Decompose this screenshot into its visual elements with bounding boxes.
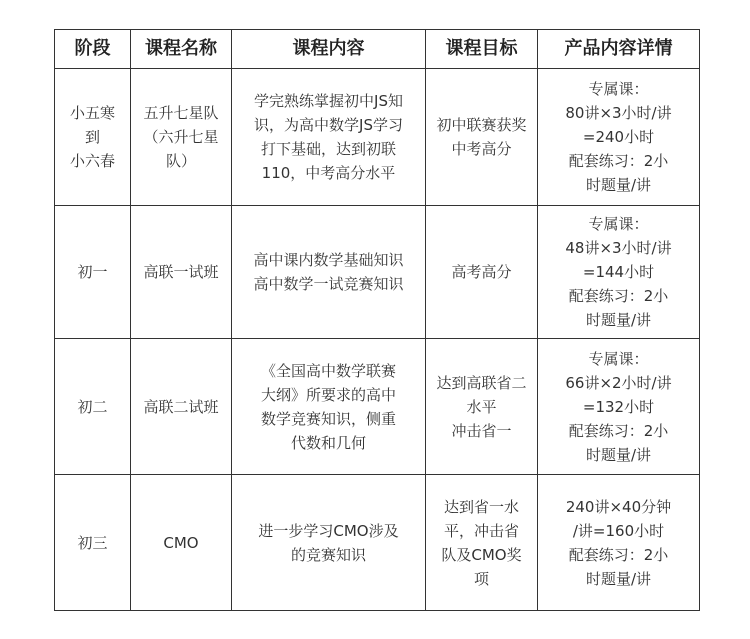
- stage-cell: [55, 69, 131, 206]
- product-detail-line: 配套练习：2小: [568, 287, 669, 305]
- course-name-line: 五升七星队: [143, 104, 219, 122]
- course-goal-line: 平，冲击省: [443, 521, 519, 540]
- course-content-line: 大纲》所要求的高中: [260, 385, 396, 404]
- course-name-line: 高联二试班: [143, 397, 219, 416]
- stage-cell: [55, 339, 131, 475]
- course-content-cell: [232, 339, 426, 475]
- product-detail-line: 配套练习：2小: [568, 421, 669, 440]
- stage-line: 初三: [77, 533, 108, 552]
- table-row: [55, 339, 700, 475]
- stage-cell: [55, 206, 131, 339]
- course-content-line: 的竞赛知识: [290, 545, 366, 564]
- course-goal-cell: [426, 475, 538, 611]
- course-goal-line: 达到省一水: [443, 497, 519, 516]
- product-detail-line: 80讲×3小时/讲: [565, 104, 672, 122]
- product-detail-line: =240小时: [582, 128, 655, 146]
- product-detail-line: 配套练习：2小: [568, 545, 669, 564]
- product-detail-cell: [538, 475, 700, 611]
- course-name-line: （六升七星队）: [143, 128, 219, 170]
- product-detail-cell: [538, 339, 700, 475]
- stage-line: 初二: [77, 397, 108, 416]
- course-name-cell: [131, 69, 232, 206]
- table-row: [55, 475, 700, 611]
- course-goal-line: 队及CMO奖: [441, 545, 522, 564]
- product-detail-line: 专属课：: [588, 80, 649, 98]
- course-content-line: 代数和几何: [290, 433, 366, 452]
- course-goal-line: 初中联赛获奖: [436, 116, 527, 134]
- header-product-detail: 产品内容详情: [538, 30, 700, 69]
- stage-line: 到: [84, 128, 100, 146]
- product-detail-line: 专属课：: [588, 349, 649, 368]
- product-detail-line: =132小时: [582, 397, 655, 416]
- course-content-line: 数学竞赛知识，侧重: [260, 409, 396, 428]
- course-goal-cell: [426, 339, 538, 475]
- product-detail-line: 配套练习：2小: [568, 152, 669, 170]
- stage-line: 初一: [77, 263, 108, 281]
- course-goal-line: 项: [473, 569, 489, 588]
- stage-line: 小五寒: [69, 104, 115, 122]
- product-detail-line: /讲=160小时: [572, 521, 665, 540]
- course-content-line: 学完熟练掌握初中JS知: [254, 92, 403, 110]
- product-detail-line: 48讲×3小时/讲: [565, 239, 672, 257]
- course-name-cell: [131, 339, 232, 475]
- header-course-content: 课程内容: [232, 30, 426, 69]
- header-stage: 阶段: [55, 30, 131, 69]
- product-detail-line: 时题量/讲: [585, 311, 652, 329]
- course-goal-line: 中考高分: [451, 140, 512, 158]
- table-row: [55, 69, 700, 206]
- course-name-cell: [131, 475, 232, 611]
- product-detail-line: 66讲×2小时/讲: [565, 373, 672, 392]
- course-content-line: 高中课内数学基础知识: [253, 251, 404, 269]
- course-content-cell: [232, 69, 426, 206]
- course-table: [54, 29, 700, 611]
- product-detail-cell: [538, 69, 700, 206]
- stage-cell: [55, 475, 131, 611]
- header-course-goal: 课程目标: [426, 30, 538, 69]
- course-content-line: 进一步学习CMO涉及: [258, 521, 399, 540]
- course-content-cell: [232, 206, 426, 339]
- header-course-name: 课程名称: [131, 30, 232, 69]
- product-detail-line: 时题量/讲: [585, 176, 652, 194]
- stage-line: 小六春: [69, 152, 115, 170]
- product-detail-line: =144小时: [582, 263, 655, 281]
- header-row: [55, 30, 700, 69]
- course-goal-line: 冲击省一: [451, 421, 512, 440]
- course-content-line: 110，中考高分水平: [261, 164, 396, 182]
- course-goal-cell: [426, 206, 538, 339]
- course-name-line: CMO: [163, 533, 199, 552]
- product-detail-line: 时题量/讲: [585, 569, 652, 588]
- course-goal-line: 水平: [466, 397, 497, 416]
- course-content-cell: [232, 475, 426, 611]
- product-detail-line: 240讲×40分钟: [565, 497, 672, 516]
- product-detail-cell: [538, 206, 700, 339]
- course-name-line: 高联一试班: [143, 263, 219, 281]
- course-goal-cell: [426, 69, 538, 206]
- course-goal-line: 高考高分: [451, 263, 512, 281]
- course-content-line: 高中数学一试竞赛知识: [253, 275, 404, 293]
- table-row: [55, 206, 700, 339]
- course-name-cell: [131, 206, 232, 339]
- course-content-line: 《全国高中数学联赛: [260, 361, 396, 380]
- product-detail-line: 时题量/讲: [585, 445, 652, 464]
- course-content-line: 打下基础，达到初联: [260, 140, 396, 158]
- product-detail-line: 专属课：: [588, 215, 649, 233]
- course-goal-line: 达到高联省二: [436, 373, 527, 392]
- course-content-line: 识，为高中数学JS学习: [254, 116, 403, 134]
